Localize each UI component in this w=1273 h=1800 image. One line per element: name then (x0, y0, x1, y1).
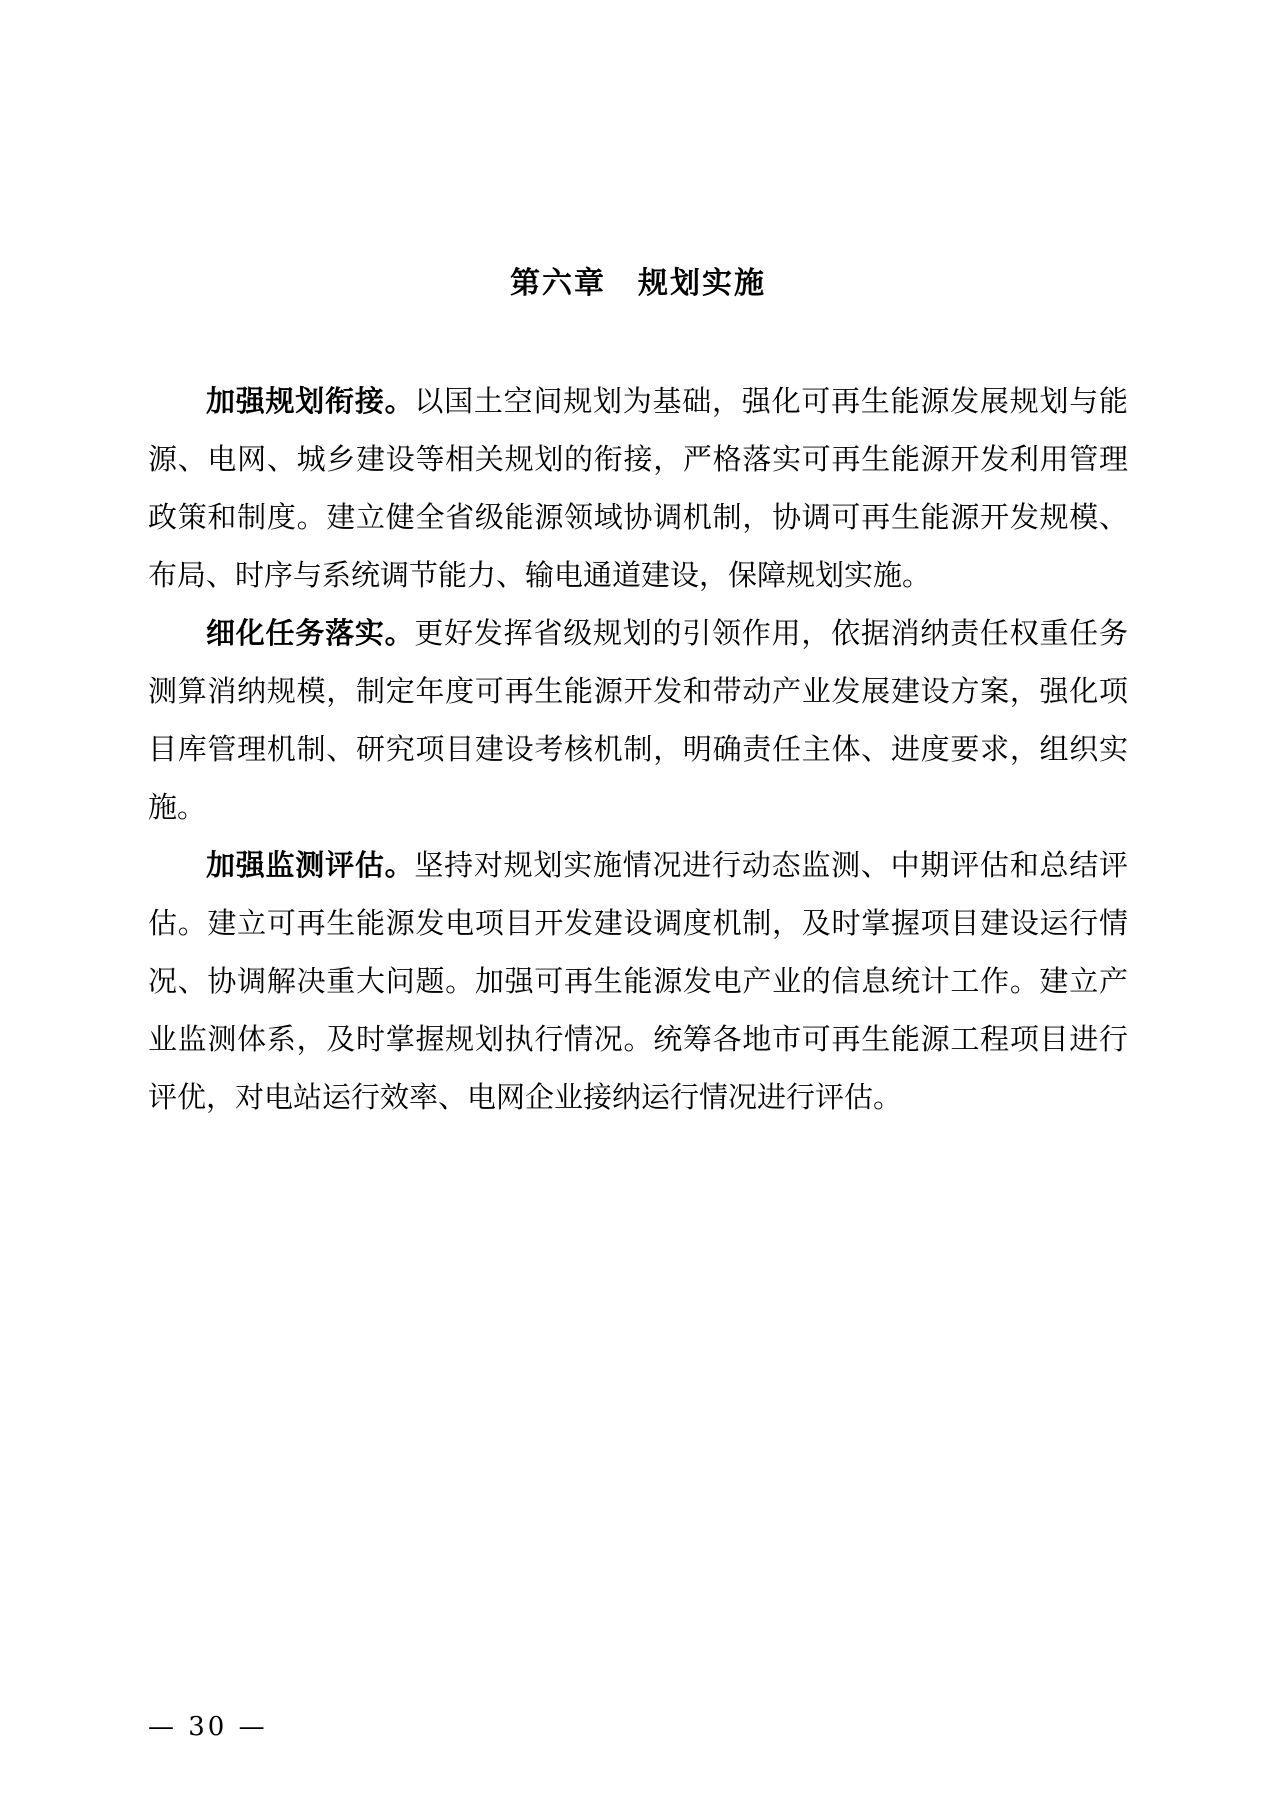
paragraph-1-body: 以国土空间规划为基础，强化可再生能源发展规划与能源、电网、城乡建设等相关规划的衔接，严格落实可再生能源开发利用管理政策和制度。建立健全省级能源领域协调机制，协调可再生能源开发规模、布局、时序与系统调节能力、输电通道建设，保障规划实施。 (148, 384, 1128, 592)
paragraph-3-lead: 加强监测评估。 (206, 848, 415, 882)
paragraph-1-lead: 加强规划衔接。 (206, 384, 415, 418)
chapter-title: 第六章 规划实施 (510, 266, 766, 301)
page-number: — 30 — (148, 1712, 268, 1742)
paragraph-2 (148, 604, 1128, 836)
paragraph-2-lead: 细化任务落实。 (206, 616, 415, 650)
page-content (148, 0, 1128, 1126)
paragraph-1 (148, 372, 1128, 604)
paragraph-3 (148, 836, 1128, 1126)
paragraph-3-body: 坚持对规划实施情况进行动态监测、中期评估和总结评估。建立可再生能源发电项目开发建设调度机制，及时掌握项目建设运行情况、协调解决重大问题。加强可再生能源发电产业的信息统计工作。建立产业监测体系，及时掌握规划执行情况。统筹各地市可再生能源工程项目进行评优，对电站运行效率、电网企业接纳运行情况进行评估。 (148, 848, 1128, 1114)
paragraph-2-body: 更好发挥省级规划的引领作用，依据消纳责任权重任务测算消纳规模，制定年度可再生能源开发和带动产业发展建设方案，强化项目库管理机制、研究项目建设考核机制，明确责任主体、进度要求，组织实施。 (148, 616, 1128, 824)
